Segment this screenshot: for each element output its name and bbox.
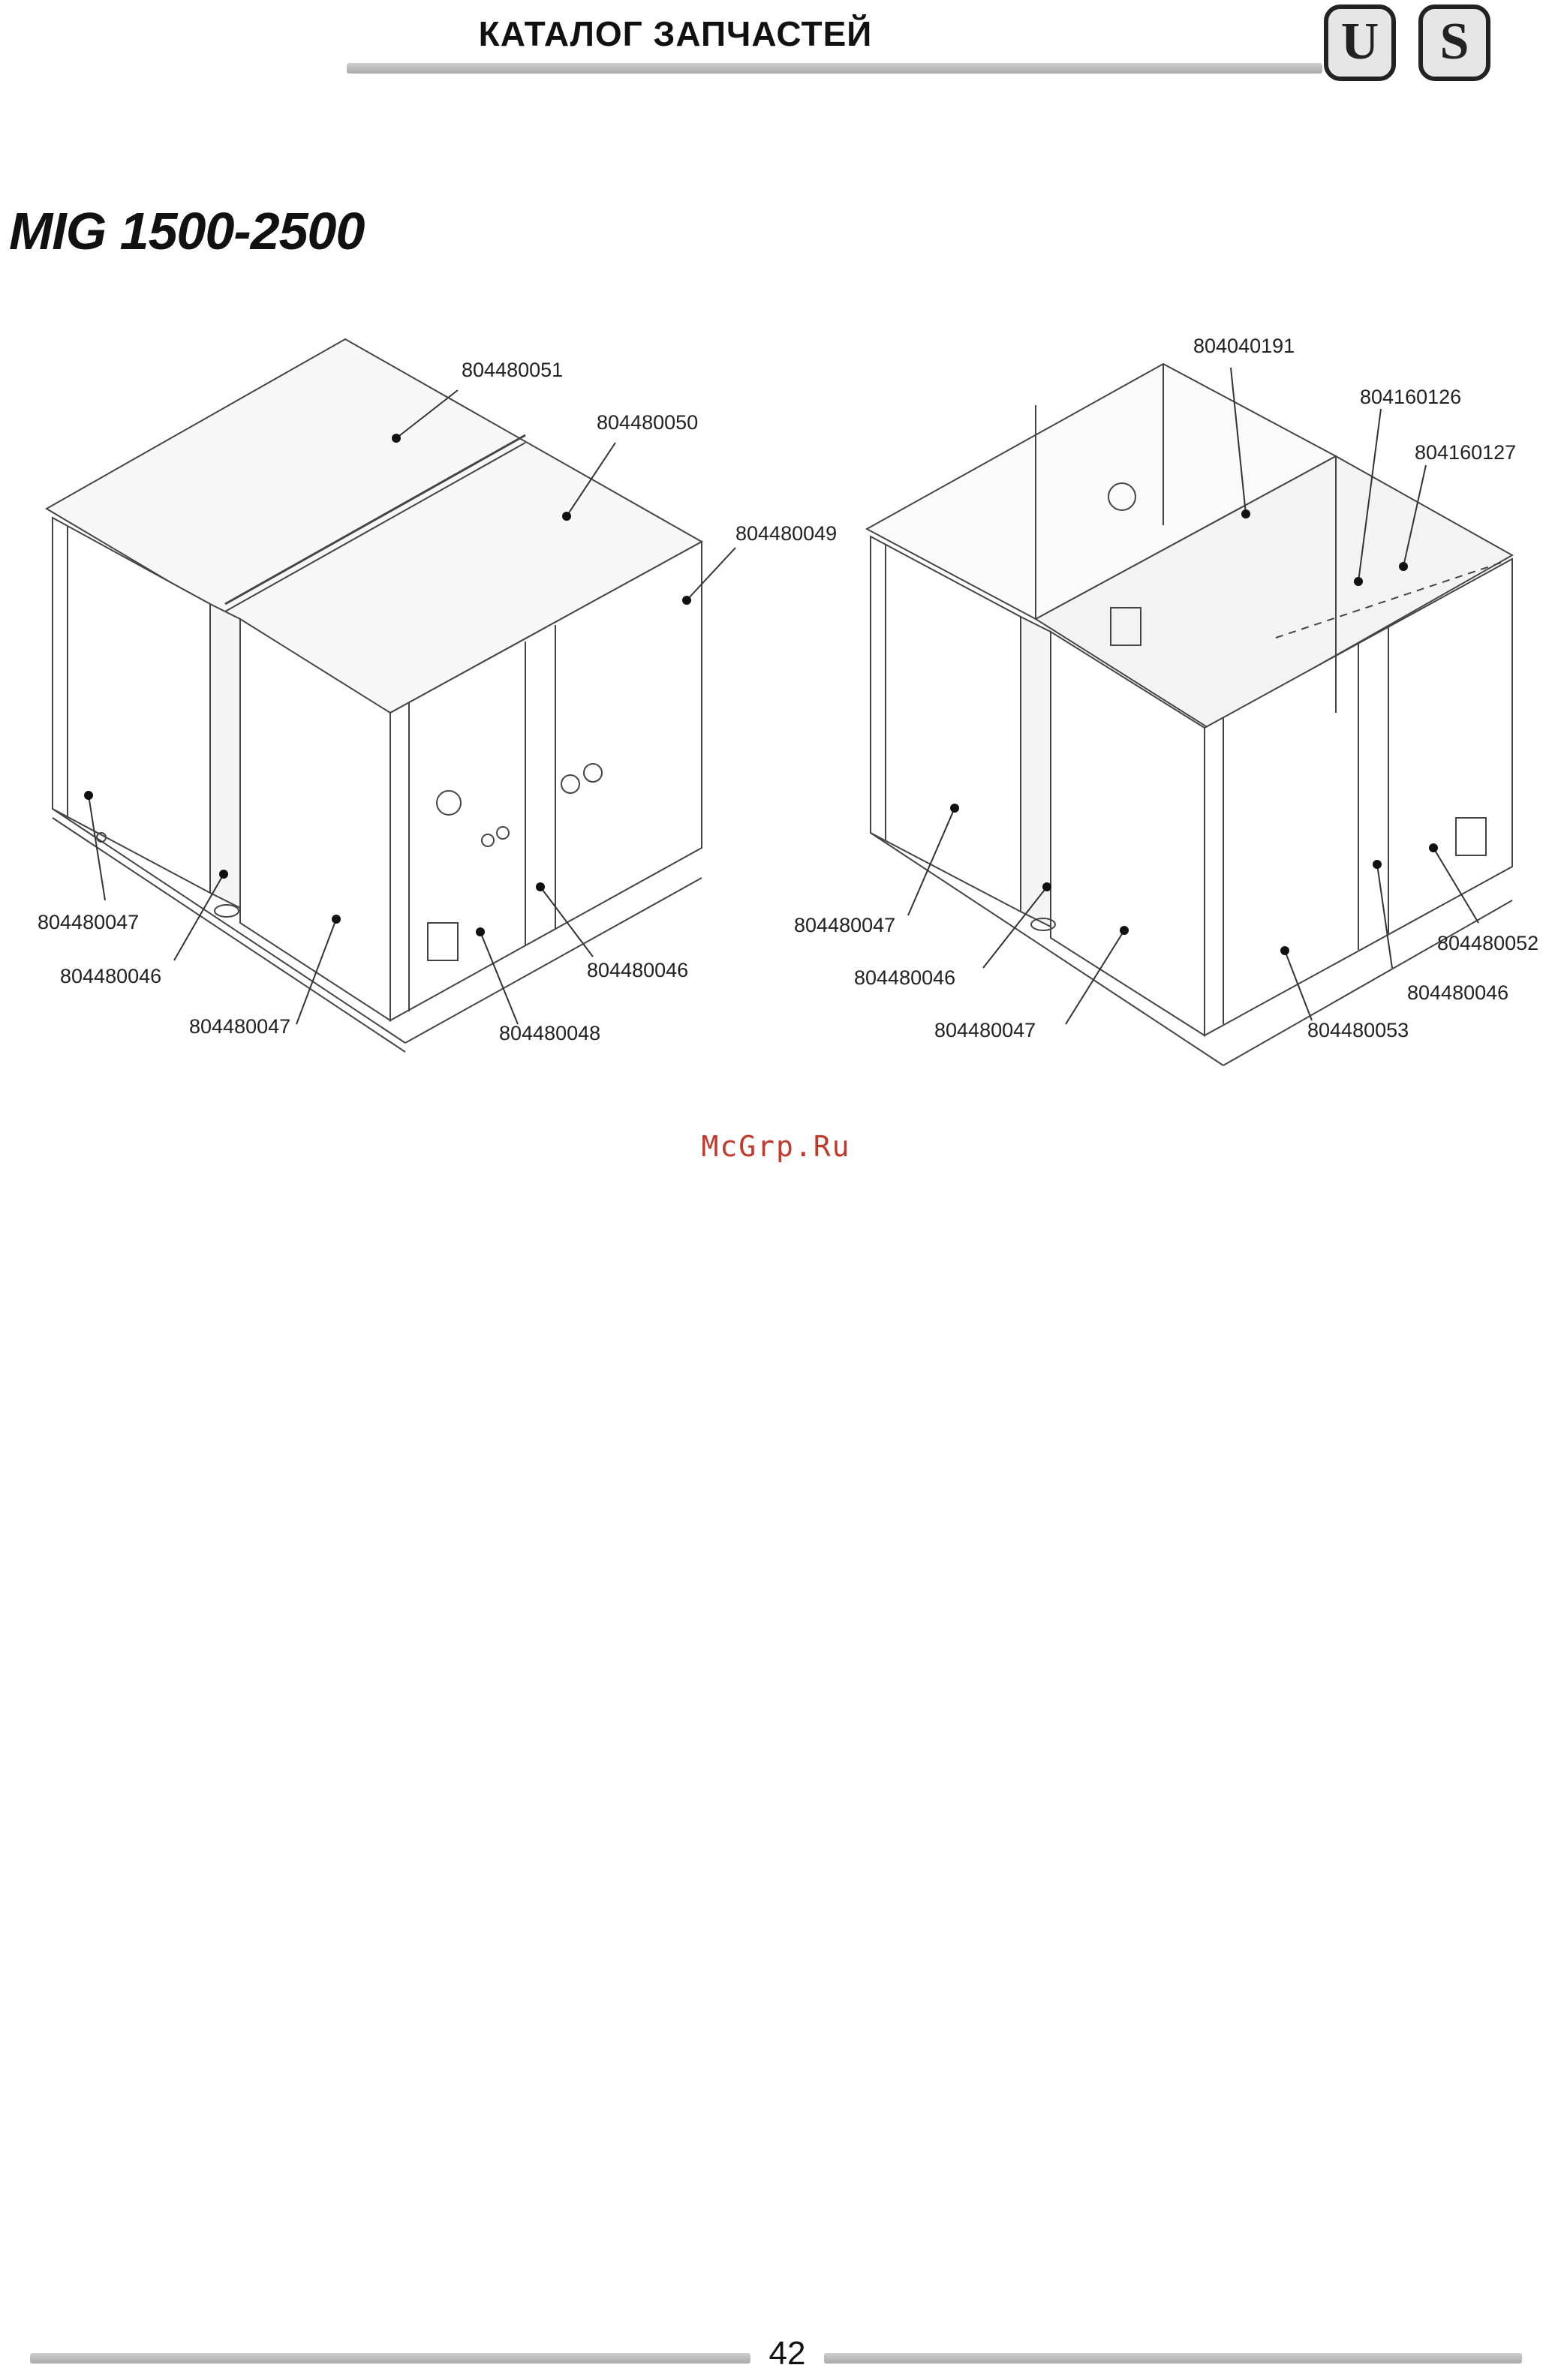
right-unit-drawing (867, 364, 1512, 1065)
callout-label: 804480053 (1307, 1019, 1409, 1041)
left-unit-drawing (47, 339, 702, 1052)
logo-letter-u: U (1324, 5, 1396, 81)
callout-label: 804480051 (462, 359, 564, 381)
footer-divider-left (30, 2353, 750, 2363)
callout-label: 804480048 (499, 1022, 601, 1044)
callout-label: 804480046 (1407, 981, 1509, 1004)
callout-label: 804040191 (1193, 335, 1295, 357)
watermark: McGrp.Ru (701, 1130, 851, 1163)
callout-label: 804480050 (597, 411, 699, 434)
exploded-parts-diagram (0, 323, 1552, 1077)
page-header-title: КАТАЛОГ ЗАПЧАСТЕЙ (478, 14, 873, 53)
callout-label: 804480047 (794, 914, 896, 936)
logo-letter-s: S (1418, 5, 1490, 81)
header-divider (347, 63, 1322, 74)
callout-label: 804160127 (1415, 441, 1517, 464)
page-number: 42 (768, 2335, 806, 2372)
callout-label: 804480046 (587, 959, 689, 981)
callout-label: 804480047 (934, 1019, 1036, 1041)
callout-label: 804480047 (189, 1015, 291, 1038)
callout-label: 804480049 (735, 522, 838, 545)
footer-divider-right (824, 2353, 1522, 2363)
callout-label: 804160126 (1360, 386, 1462, 408)
callout-label: 804480052 (1437, 932, 1539, 954)
callout-label: 804480046 (854, 966, 956, 989)
callout-label: 804480047 (38, 911, 140, 933)
callout-label: 804480046 (60, 965, 162, 987)
model-title: MIG 1500-2500 (9, 202, 365, 260)
